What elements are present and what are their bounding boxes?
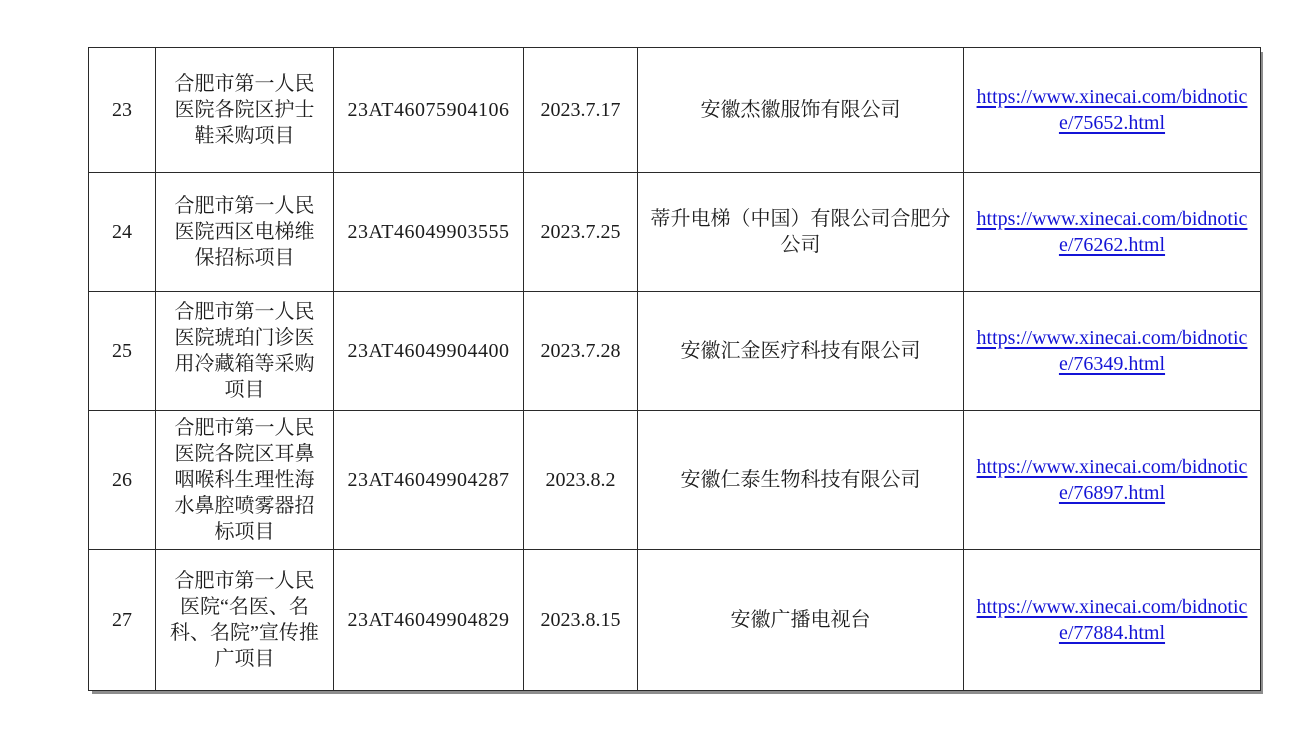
notice-link[interactable]: https://www.xinecai.com/bidnotice/75652.html [976, 86, 1248, 134]
company-cell: 蒂升电梯（中国）有限公司合肥分公司 [638, 173, 964, 292]
project-code-cell: 23AT46049904829 [334, 550, 524, 691]
company-cell: 安徽杰徽服饰有限公司 [638, 48, 964, 173]
row-index-cell: 25 [89, 292, 156, 411]
company-cell: 安徽仁泰生物科技有限公司 [638, 411, 964, 550]
table-row [89, 550, 1261, 691]
notice-link[interactable]: https://www.xinecai.com/bidnotice/76262.html [976, 208, 1248, 256]
row-index-cell: 27 [89, 550, 156, 691]
date-cell: 2023.8.15 [524, 550, 638, 691]
notice-link[interactable]: https://www.xinecai.com/bidnotice/77884.html [976, 596, 1248, 644]
project-name-cell: 合肥市第一人民医院琥珀门诊医用冷藏箱等采购项目 [156, 292, 334, 411]
table-row [89, 292, 1261, 411]
url-cell [964, 411, 1261, 550]
project-code-cell: 23AT46049903555 [334, 173, 524, 292]
company-cell: 安徽广播电视台 [638, 550, 964, 691]
url-cell [964, 292, 1261, 411]
row-index-cell: 24 [89, 173, 156, 292]
date-cell: 2023.8.2 [524, 411, 638, 550]
project-name-cell: 合肥市第一人民医院“名医、名科、名院”宣传推广项目 [156, 550, 334, 691]
table-row [89, 411, 1261, 550]
date-cell: 2023.7.17 [524, 48, 638, 173]
procurement-table [88, 47, 1261, 691]
date-cell: 2023.7.28 [524, 292, 638, 411]
notice-link[interactable]: https://www.xinecai.com/bidnotice/76349.html [976, 327, 1248, 375]
table-row [89, 48, 1261, 173]
url-cell [964, 173, 1261, 292]
url-cell [964, 550, 1261, 691]
project-name-cell: 合肥市第一人民医院各院区护士鞋采购项目 [156, 48, 334, 173]
notice-link[interactable]: https://www.xinecai.com/bidnotice/76897.html [976, 456, 1248, 504]
date-cell: 2023.7.25 [524, 173, 638, 292]
project-code-cell: 23AT46075904106 [334, 48, 524, 173]
project-code-cell: 23AT46049904287 [334, 411, 524, 550]
procurement-table-body [89, 48, 1261, 691]
row-index-cell: 23 [89, 48, 156, 173]
project-name-cell: 合肥市第一人民医院西区电梯维保招标项目 [156, 173, 334, 292]
project-name-cell: 合肥市第一人民医院各院区耳鼻咽喉科生理性海水鼻腔喷雾器招标项目 [156, 411, 334, 550]
table-row [89, 173, 1261, 292]
project-code-cell: 23AT46049904400 [334, 292, 524, 411]
url-cell [964, 48, 1261, 173]
row-index-cell: 26 [89, 411, 156, 550]
company-cell: 安徽汇金医疗科技有限公司 [638, 292, 964, 411]
